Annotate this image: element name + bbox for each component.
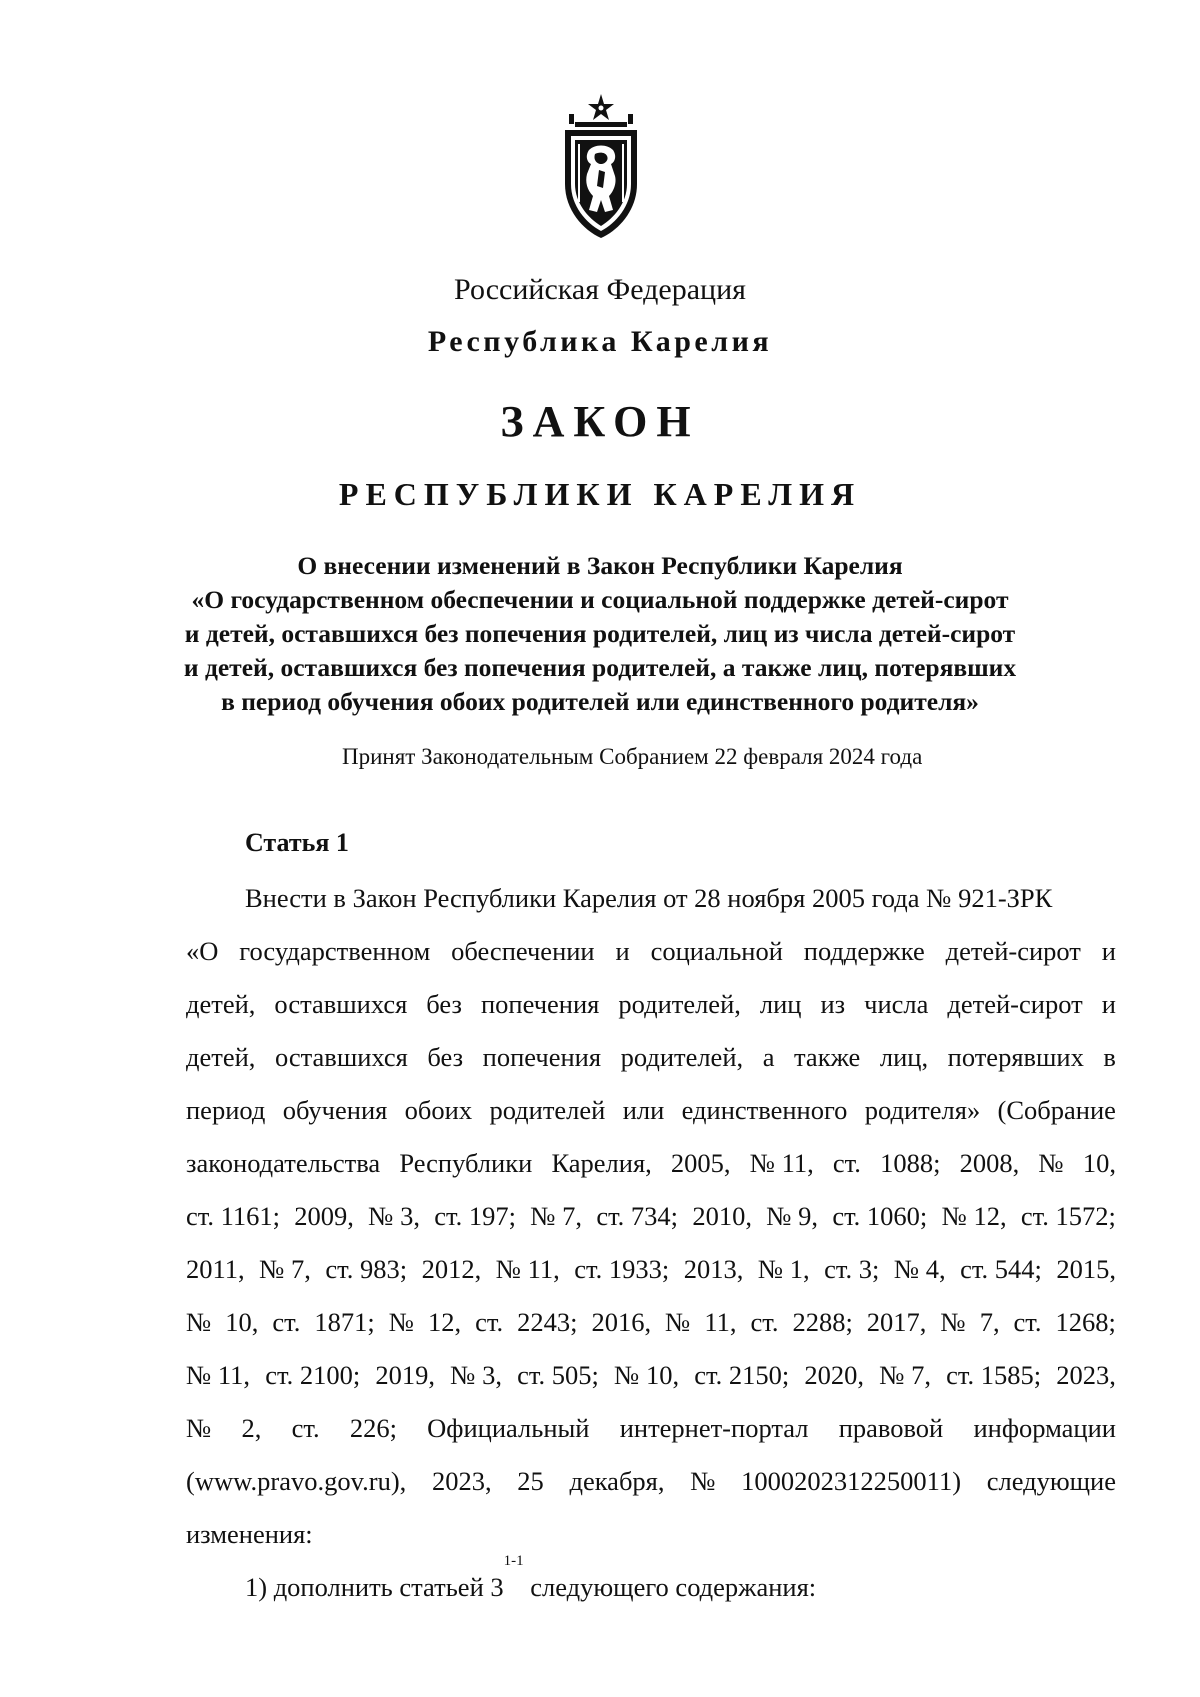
body-word: 2023, (431, 1466, 492, 1496)
body-word: из (820, 989, 846, 1019)
body-word: 2008, (959, 1148, 1020, 1178)
body-word: № 11, (495, 1254, 560, 1284)
body-word: (Собрание (997, 1095, 1116, 1125)
body-word: без (427, 1042, 464, 1072)
body-word: «О (186, 936, 219, 966)
body-word: ст. 544; (960, 1254, 1042, 1284)
body-word: обучения (282, 1095, 388, 1125)
body-word: 2288; (792, 1307, 853, 1337)
body-word: ст. 2150; (694, 1360, 790, 1390)
body-word: 2019, (375, 1360, 435, 1390)
body-word: 2009, (294, 1201, 354, 1231)
article-body-line (186, 1508, 1116, 1561)
body-word: единственного (681, 1095, 848, 1125)
article-body-line (186, 1296, 1116, 1349)
body-word: информации (973, 1413, 1116, 1443)
body-word: 1088; (880, 1148, 941, 1178)
body-word: Официальный (427, 1413, 590, 1443)
body-word: потерявших (947, 1042, 1084, 1072)
body-word: 11, (704, 1307, 737, 1337)
body-word: № 10, (614, 1360, 680, 1390)
coat-of-arms-emblem (551, 92, 651, 242)
body-word: № 7, (530, 1201, 583, 1231)
body-word: и (1101, 936, 1116, 966)
body-word: ст. 734; (596, 1201, 679, 1231)
body-word: ст. 505; (517, 1360, 599, 1390)
body-word: лиц, (879, 1042, 929, 1072)
body-word: родителя» (864, 1095, 981, 1125)
body-word: № 1, (757, 1254, 810, 1284)
body-word: Карелия, (551, 1148, 652, 1178)
body-word: детей-сирот (945, 936, 1081, 966)
body-word: оставшихся (274, 989, 408, 1019)
country-name: Российская Федерация (454, 273, 746, 306)
body-word: обоих (404, 1095, 473, 1125)
article-body-line (186, 1455, 1116, 1508)
law-title-line: в период обучения обоих родителей или единственного родителя» (221, 687, 979, 716)
body-word: № (186, 1413, 212, 1443)
body-word: 2, (241, 1413, 262, 1443)
body-word: ст. 3; (824, 1254, 880, 1284)
body-word: № 9, (766, 1201, 819, 1231)
body-word: № 7, (879, 1360, 931, 1390)
body-word: 2243; (517, 1307, 578, 1337)
law-title-line: и детей, оставшихся без попечения родителей, лиц из числа детей-сирот (184, 619, 1016, 648)
body-word: № (388, 1307, 415, 1337)
body-word: № 4, (893, 1254, 946, 1284)
body-word: № 7, (259, 1254, 311, 1284)
body-word: № 3, (368, 1201, 420, 1231)
article-body-line (186, 1402, 1116, 1455)
body-word: оставшихся (274, 1042, 408, 1072)
body-word: и (1101, 989, 1116, 1019)
article-body (186, 872, 1116, 1614)
body-word: 2010, (692, 1201, 752, 1231)
body-word: 10, (225, 1307, 259, 1337)
item-text-after: следующего содержания: (523, 1572, 817, 1602)
body-word: 2012, (421, 1254, 482, 1284)
body-word: ст. 197; (434, 1201, 516, 1231)
body-word: № (690, 1466, 716, 1496)
body-word: числа (864, 989, 929, 1019)
body-word: 12, (428, 1307, 462, 1337)
body-word: государственном (239, 936, 431, 966)
body-word: ст. (475, 1307, 504, 1337)
article-body-line (186, 1349, 1116, 1402)
body-word: детей, (186, 989, 256, 1019)
body-word: 2013, (683, 1254, 744, 1284)
body-word: детей-сирот (947, 989, 1083, 1019)
document-type: ЗАКОН (500, 397, 700, 446)
body-word: 25 (517, 1466, 544, 1496)
article-body-line (186, 1243, 1116, 1296)
body-word: родителей (489, 1095, 606, 1125)
item-superscript: 1-1 (503, 1553, 524, 1569)
body-word: и (615, 936, 630, 966)
body-word: 2005, (670, 1148, 731, 1178)
body-word: без (426, 989, 462, 1019)
body-word: ст. 1060; (832, 1201, 928, 1231)
body-word: 1268; (1055, 1307, 1116, 1337)
body-word: 2023, (1056, 1360, 1116, 1390)
body-word: правовой (838, 1413, 944, 1443)
body-word: ст. (1013, 1307, 1042, 1337)
body-word: или (622, 1095, 665, 1125)
body-word: № (186, 1307, 212, 1337)
body-word: 226; (349, 1413, 397, 1443)
body-word: Внести в Закон Республики Карелия от 28 ноября 2005 года № 921-ЗРК (245, 883, 1053, 913)
law-title-line: О внесении изменений в Закон Республики Карелия (297, 551, 903, 580)
body-word: ст. (750, 1307, 779, 1337)
article-body-line (186, 925, 1116, 978)
body-word: 2016, (591, 1307, 652, 1337)
article-body-line (186, 1137, 1116, 1190)
article-item-1 (186, 1553, 1116, 1614)
body-word: № 12, (941, 1201, 1007, 1231)
body-word: № 11, (749, 1148, 814, 1178)
body-word: родителей, (620, 1042, 744, 1072)
body-word: а (762, 1042, 775, 1072)
body-word: лиц (759, 989, 802, 1019)
article-body-line (186, 1190, 1116, 1243)
article-body-line (186, 872, 1116, 925)
law-title-line: и детей, оставшихся без попечения родителей, а также лиц, потерявших (183, 653, 1017, 682)
body-word: ст. 1585; (946, 1360, 1042, 1390)
star-icon (588, 94, 614, 120)
body-word: социальной (650, 936, 783, 966)
body-word: 2020, (804, 1360, 865, 1390)
body-word: поддержке (803, 936, 925, 966)
body-word: обеспечении (451, 936, 595, 966)
body-word: ст. (832, 1148, 861, 1178)
document-issuer: РЕСПУБЛИКИ КАРЕЛИЯ (338, 476, 862, 512)
body-word: следующие (986, 1466, 1116, 1496)
body-word: 10, (1082, 1148, 1116, 1178)
body-word: декабря, (569, 1466, 665, 1496)
body-word: ст. 1161; (186, 1201, 280, 1231)
body-word: 1000202312250011) (741, 1466, 962, 1496)
article-body-line (186, 1031, 1116, 1084)
body-word: изменения: (186, 1519, 313, 1549)
body-word: детей, (186, 1042, 256, 1072)
body-word: 2015, (1056, 1254, 1116, 1284)
body-word: 2011, (186, 1254, 245, 1284)
body-word: также (794, 1042, 861, 1072)
body-word: ст. 2100; (265, 1360, 361, 1390)
body-word: ст. 1933; (574, 1254, 670, 1284)
body-word: 2017, (866, 1307, 927, 1337)
law-title (0, 549, 1200, 719)
body-word: (www.pravo.gov.ru), (186, 1466, 407, 1496)
body-word: попечения (482, 1042, 602, 1072)
body-word: законодательства (186, 1148, 381, 1178)
body-word: 7, (979, 1307, 1000, 1337)
law-title-line: «О государственном обеспечении и социальной поддержке детей-сирот (191, 585, 1009, 614)
article-body-line (186, 978, 1116, 1031)
article-body-line (186, 1084, 1116, 1137)
body-word: ст. 983; (325, 1254, 408, 1284)
body-word: ст. (272, 1307, 301, 1337)
body-word: № (665, 1307, 691, 1337)
body-word: родителей, (618, 989, 741, 1019)
body-word: интернет-портал (619, 1413, 809, 1443)
body-word: ст. (291, 1413, 320, 1443)
body-word: ст. 1572; (1020, 1201, 1116, 1231)
body-word: в (1103, 1042, 1116, 1072)
body-word: № 11, (186, 1360, 251, 1390)
adoption-note: Принят Законодательным Собранием 22 февраля 2024 года (342, 744, 923, 769)
body-word: попечения (480, 989, 600, 1019)
item-text: 1) дополнить статьей 3 (245, 1572, 504, 1602)
body-word: Республики (399, 1148, 533, 1178)
republic-name: Республика Карелия (427, 325, 773, 358)
body-word: 1871; (314, 1307, 375, 1337)
body-word: № 3, (450, 1360, 502, 1390)
body-word: № (1038, 1148, 1064, 1178)
body-word: № (940, 1307, 966, 1337)
article-heading: Статья 1 (245, 828, 349, 857)
body-word: период (186, 1095, 266, 1125)
